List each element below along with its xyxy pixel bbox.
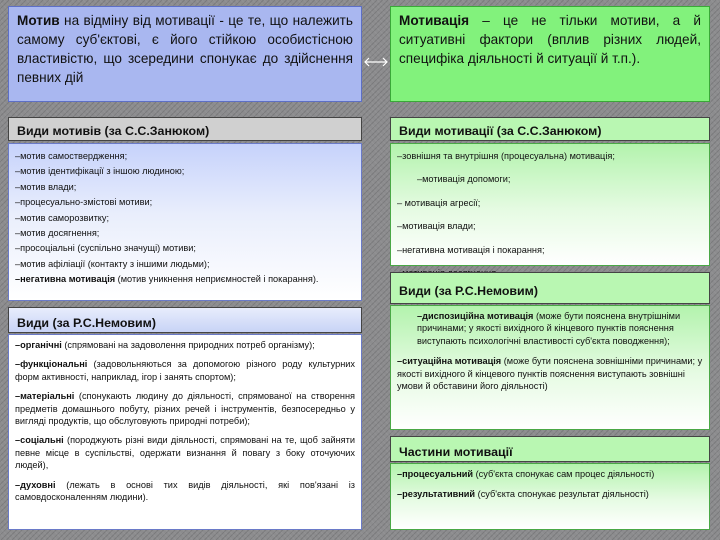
list-item: –мотивація влади; <box>397 221 476 232</box>
motivation-definition-box <box>390 6 710 102</box>
list-item-term: –органічні <box>15 340 62 350</box>
list-item <box>397 488 703 500</box>
parts-list <box>390 463 710 530</box>
list-item: –зовнішня та внутрішня (процесуальна) мотивація; <box>397 151 615 161</box>
motive-definition-box <box>8 6 362 102</box>
zanyuk-motivation-title: Види мотивації (за С.С.Занюком) <box>399 124 602 138</box>
zanyuk-motives-title: Види мотивів (за С.С.Занюком) <box>17 124 210 138</box>
list-item-text: (може бути пояснена зовнішніми причинами; у якості вихідного й кінцевого пунктів пояснення виступають зовнішні умови й обставини його діяльності) <box>397 356 703 392</box>
motivation-term: Мотивація <box>399 13 470 28</box>
list-item <box>397 310 703 347</box>
nemov-right-list <box>390 305 710 430</box>
list-item: –мотив афіліації (контакту з іншими людьми); <box>15 258 210 269</box>
nemov-left-list <box>8 334 362 530</box>
list-item: –мотив влади; <box>15 181 77 192</box>
list-item-term: –ситуаційна мотивація <box>397 356 502 367</box>
list-item <box>15 434 355 471</box>
list-item: –мотив ідентифікації з іншою людиною; <box>15 166 185 177</box>
list-item: –мотив саморозвитку; <box>15 212 110 223</box>
nemov-left-title: Види (за Р.С.Немовим) <box>17 316 156 330</box>
motive-definition-text: на відміну від мотивації - це те, що належить самому суб'єктові, є його стійкою особистісною властивістю, що зсередини спонукає до здійснення певних дій <box>17 13 353 85</box>
list-item-term: –соціальні <box>15 435 64 446</box>
list-item-term: –функціональні <box>15 359 88 370</box>
list-item-term: –процесуальний <box>397 469 474 479</box>
list-item-text: (спрямовані на задоволення природних потреб організму); <box>61 340 315 350</box>
list-item: –мотив самоствердження; <box>15 151 128 161</box>
list-item: –мотивація допомоги; <box>417 174 511 185</box>
nemov-right-title: Види (за Р.С.Немовим) <box>399 284 538 298</box>
list-item <box>15 358 355 383</box>
list-item <box>397 468 703 480</box>
list-item-term: –результативний <box>397 489 476 500</box>
list-item: –мотив досягнення; <box>15 228 100 239</box>
list-item: –процесуально-змістові мотиви; <box>15 197 153 208</box>
list-item-text: (мотив уникнення неприємностей і покарання). <box>115 274 319 285</box>
list-item-text: (суб'єкта спонукає результат діяльності) <box>475 489 649 500</box>
nemov-right-header <box>390 272 710 304</box>
motive-term: Мотив <box>17 13 60 28</box>
zanyuk-motivation-list <box>390 143 710 266</box>
list-item: – мотивація агресії; <box>397 197 481 208</box>
list-item-text: (лежать в основі тих видів діяльності, які пов'язані із самовдосконаленням людини). <box>15 479 355 503</box>
list-item-text: (може бути пояснена внутрішніми причинами; у якості вихідного й кінцевого пунктів пояснення виступають психологічні властивості суб'єкта поводження); <box>417 311 681 346</box>
list-item <box>15 273 355 285</box>
list-item <box>397 355 703 392</box>
list-item-term: –диспозиційна мотивація <box>417 311 534 321</box>
list-item-term: –негативна мотивація <box>15 274 116 285</box>
list-item-term: –матеріальні <box>15 391 75 402</box>
list-item <box>15 390 355 427</box>
list-item <box>15 339 355 351</box>
parts-title: Частини мотивації <box>399 445 513 459</box>
list-item-text: (спонукають людину до діяльності, спрямованої на створення предметів домашнього побуту, різних речей і інструментів, безпосередньо у вигляді продуктів, що обслуговують природні потреби); <box>15 391 355 427</box>
double-arrow-icon <box>362 55 390 69</box>
list-item-text: (породжують різні види діяльності, спрямовані на те, щоб зайняти певне місце в суспільстві, одержати визнання й повагу з боку оточуючих людей), <box>15 435 355 471</box>
list-item <box>15 479 355 504</box>
zanyuk-motives-header <box>8 117 362 141</box>
zanyuk-motives-list <box>8 143 362 301</box>
list-item-term: –духовні <box>15 479 56 490</box>
nemov-left-header <box>8 307 362 333</box>
list-item: –просоціальні (суспільно значущі) мотиви; <box>15 243 196 254</box>
motivation-definition-text: – це не тільки мотиви, а й ситуативні фактори (вплив різних людей, специфіка діяльності й ситуації й т.п.). <box>399 13 701 66</box>
parts-header <box>390 436 710 462</box>
list-item: –негативна мотивація і покарання; <box>397 244 545 255</box>
list-item-text: (суб'єкта спонукає сам процес діяльності) <box>473 469 655 479</box>
zanyuk-motivation-header <box>390 117 710 141</box>
list-item-text: (задовольняються за допомогою різного роду культурних форм активності, наприклад, ігор і занять спортом); <box>15 359 355 382</box>
